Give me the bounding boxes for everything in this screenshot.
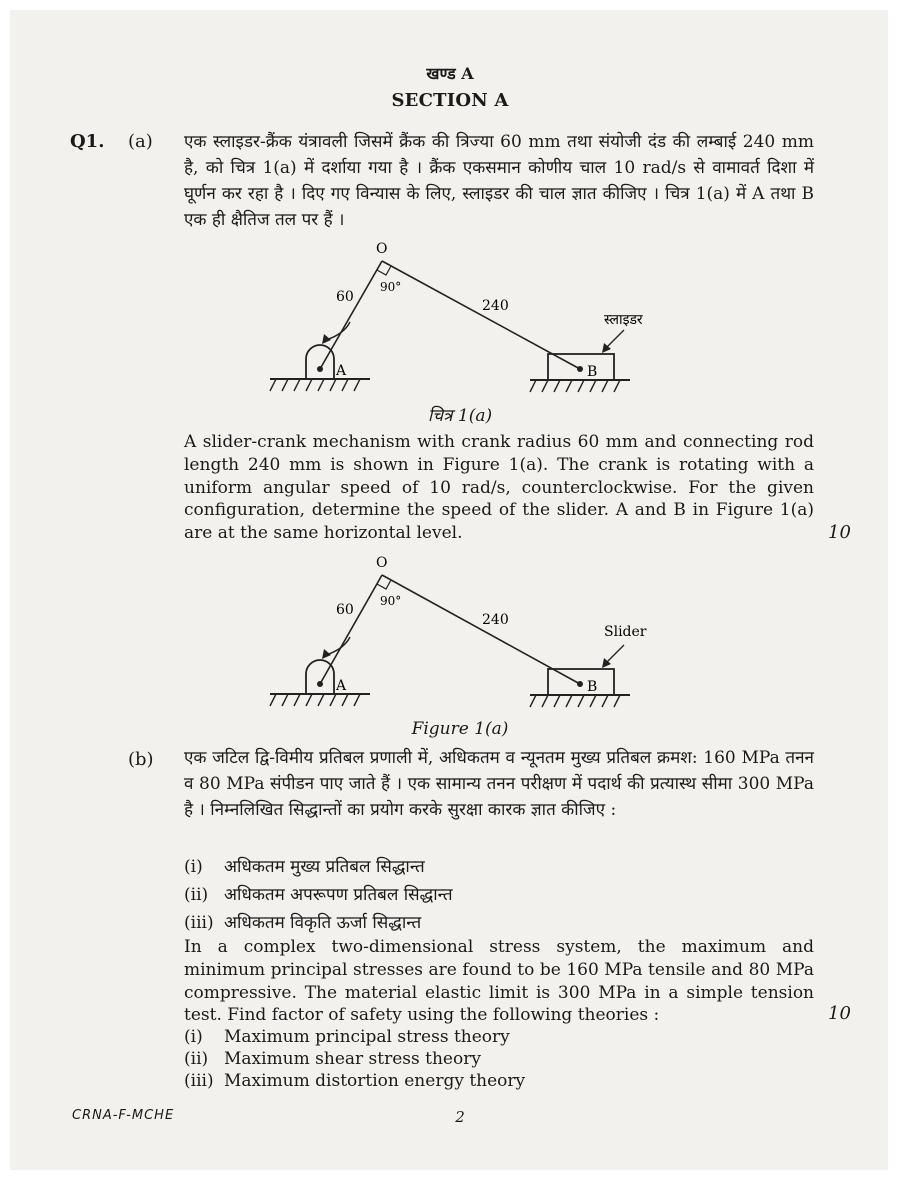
part-a-english-text: A slider-crank mechanism with crank radius 60 mm and connecting rod length 240 mm is shown in Figure 1(a). The crank is rotating with a uniform angular speed of 10 rad/s, counterclockwise. For the given configuration, determine the speed of the slider. A and B in Figure 1(a) are at the same horizontal level. bbox=[184, 432, 814, 544]
paper-code: CRNA-F-MCHE bbox=[72, 1108, 175, 1123]
section-title-english: SECTION A bbox=[391, 90, 509, 111]
list-item bbox=[184, 1049, 481, 1069]
list-number: (iii) bbox=[184, 1071, 214, 1091]
label-O: O bbox=[376, 555, 388, 571]
list-number: (ii) bbox=[184, 1049, 209, 1069]
part-a-hindi-text: एक स्लाइडर-क्रैंक यंत्रावली जिसमें क्रैंक की त्रिज्या 60 mm तथा संयोजी दंड की लम्बाई 240 mm है, को चित्र 1(a) में दर्शाया गया है । क्रैंक एकसमान कोणीय चाल 10 rad/s से वामावर्त दिशा में घूर्णन कर रहा है । दिए गए विन्यास के लिए, स्लाइडर की चाल ज्ञात कीजिए । चित्र 1(a) में A तथा B एक ही क्षैतिज तल पर हैं । bbox=[184, 132, 814, 230]
page-number: 2 bbox=[455, 1108, 465, 1126]
list-text: अधिकतम अपरूपण प्रतिबल सिद्धान्त bbox=[224, 885, 453, 905]
list-number: (ii) bbox=[184, 885, 209, 905]
part-a-label: (a) bbox=[128, 131, 153, 152]
label-B: B bbox=[587, 364, 598, 380]
rod-length-label: 240 bbox=[482, 298, 509, 314]
right-angle-label: 90° bbox=[380, 594, 402, 608]
list-item bbox=[184, 910, 421, 933]
list-item bbox=[184, 854, 425, 877]
right-angle-label: 90° bbox=[380, 280, 402, 294]
list-item bbox=[184, 1027, 510, 1047]
mechanism-diagram-english bbox=[260, 548, 647, 720]
part-b-marks: 10 bbox=[828, 1003, 851, 1024]
question-number: Q1. bbox=[70, 131, 105, 152]
figure-1a-english bbox=[260, 548, 647, 720]
list-text: Maximum shear stress theory bbox=[224, 1049, 481, 1069]
list-number: (iii) bbox=[184, 913, 214, 933]
part-b-hindi-text: एक जटिल द्वि-विमीय प्रतिबल प्रणाली में, अधिकतम व न्यूनतम मुख्य प्रतिबल क्रमश: 160 MPa तनन व 80 MPa संपीडन पाए जाते हैं । एक सामान्य तनन परीक्षण में पदार्थ की प्रत्यास्थ सीमा 300 MPa है । निम्नलिखित सिद्धान्तों का प्रयोग करके सुरक्षा कारक ज्ञात कीजिए : bbox=[184, 748, 814, 820]
list-item bbox=[184, 882, 453, 905]
label-A: A bbox=[336, 363, 347, 379]
label-O: O bbox=[376, 241, 388, 257]
list-text: अधिकतम विकृति ऊर्जा सिद्धान्त bbox=[224, 913, 422, 933]
crank-length-label: 60 bbox=[336, 602, 354, 618]
list-text: Maximum principal stress theory bbox=[224, 1027, 510, 1047]
figure-1a-hindi-caption: चित्र 1(a) bbox=[427, 406, 493, 426]
part-b-label: (b) bbox=[128, 749, 154, 770]
list-item bbox=[184, 1071, 525, 1091]
rod-length-label: 240 bbox=[482, 612, 509, 628]
list-text: अधिकतम मुख्य प्रतिबल सिद्धान्त bbox=[224, 857, 425, 877]
slider-label: स्लाइडर bbox=[604, 312, 643, 328]
slider-label: Slider bbox=[604, 624, 647, 640]
figure-1a-english-caption: Figure 1(a) bbox=[411, 719, 509, 739]
label-A: A bbox=[336, 678, 347, 694]
list-number: (i) bbox=[184, 1027, 203, 1047]
part-b-english-text: In a complex two-dimensional stress system, the maximum and minimum principal stresses are found to be 160 MPa tensile and 80 MPa compressive. The material elastic limit is 300 MPa in a simple tension test. Find factor of safety using the following theories : bbox=[184, 937, 814, 1026]
label-B: B bbox=[587, 679, 598, 695]
section-title-hindi: खण्ड A bbox=[426, 64, 474, 83]
part-a-marks: 10 bbox=[828, 522, 851, 543]
list-text: Maximum distortion energy theory bbox=[224, 1071, 526, 1091]
crank-length-label: 60 bbox=[336, 289, 354, 305]
list-number: (i) bbox=[184, 857, 203, 877]
